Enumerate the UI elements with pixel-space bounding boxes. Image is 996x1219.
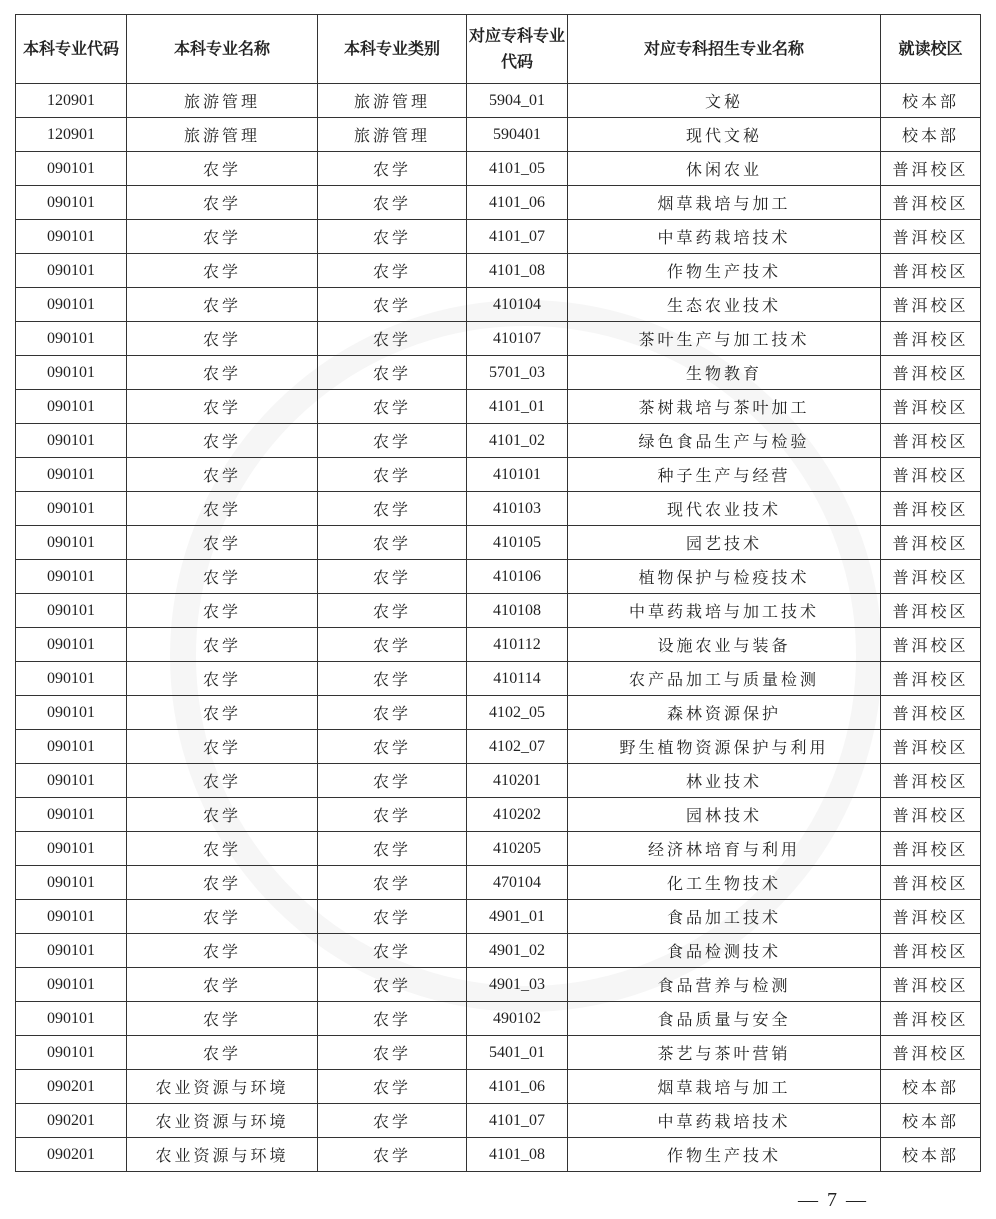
undergrad-code-cell: 090101 bbox=[16, 492, 127, 526]
campus-cell: 普洱校区 bbox=[881, 220, 981, 254]
undergrad-code-cell: 090101 bbox=[16, 900, 127, 934]
campus-cell: 普洱校区 bbox=[881, 798, 981, 832]
campus-cell: 普洱校区 bbox=[881, 152, 981, 186]
college-code-cell: 410101 bbox=[467, 458, 568, 492]
college-major-name-cell: 绿色食品生产与检验 bbox=[568, 424, 881, 458]
undergrad-category-cell: 农学 bbox=[318, 1036, 467, 1070]
college-code-cell: 4101_08 bbox=[467, 254, 568, 288]
undergrad-name-cell: 农学 bbox=[127, 288, 318, 322]
undergrad-code-cell: 090101 bbox=[16, 186, 127, 220]
undergrad-category-cell: 农学 bbox=[318, 764, 467, 798]
table-row bbox=[16, 696, 981, 730]
college-code-cell: 4101_07 bbox=[467, 220, 568, 254]
college-code-cell: 410112 bbox=[467, 628, 568, 662]
undergrad-name-cell: 农学 bbox=[127, 798, 318, 832]
college-major-name-cell: 作物生产技术 bbox=[568, 1138, 881, 1172]
undergrad-code-cell: 090101 bbox=[16, 832, 127, 866]
table-row bbox=[16, 934, 981, 968]
table-row bbox=[16, 1104, 981, 1138]
undergrad-category-cell: 农学 bbox=[318, 152, 467, 186]
campus-cell: 校本部 bbox=[881, 1138, 981, 1172]
college-code-cell: 4101_02 bbox=[467, 424, 568, 458]
undergrad-category-cell: 农学 bbox=[318, 866, 467, 900]
undergrad-name-cell: 农学 bbox=[127, 730, 318, 764]
campus-cell: 普洱校区 bbox=[881, 424, 981, 458]
college-major-name-cell: 林业技术 bbox=[568, 764, 881, 798]
header-campus: 就读校区 bbox=[881, 15, 981, 84]
undergrad-category-cell: 农学 bbox=[318, 1138, 467, 1172]
table-row bbox=[16, 152, 981, 186]
table-row bbox=[16, 458, 981, 492]
college-code-cell: 5904_01 bbox=[467, 84, 568, 118]
undergrad-category-cell: 农学 bbox=[318, 1070, 467, 1104]
table-row bbox=[16, 662, 981, 696]
college-code-cell: 4102_07 bbox=[467, 730, 568, 764]
undergrad-code-cell: 090101 bbox=[16, 934, 127, 968]
undergrad-code-cell: 090101 bbox=[16, 560, 127, 594]
campus-cell: 普洱校区 bbox=[881, 662, 981, 696]
undergrad-category-cell: 农学 bbox=[318, 424, 467, 458]
table-row bbox=[16, 322, 981, 356]
undergrad-category-cell: 农学 bbox=[318, 798, 467, 832]
undergrad-name-cell: 旅游管理 bbox=[127, 84, 318, 118]
undergrad-code-cell: 090201 bbox=[16, 1138, 127, 1172]
undergrad-category-cell: 农学 bbox=[318, 526, 467, 560]
undergrad-category-cell: 农学 bbox=[318, 832, 467, 866]
college-major-name-cell: 化工生物技术 bbox=[568, 866, 881, 900]
college-major-name-cell: 现代文秘 bbox=[568, 118, 881, 152]
undergrad-category-cell: 农学 bbox=[318, 356, 467, 390]
college-major-name-cell: 生物教育 bbox=[568, 356, 881, 390]
undergrad-category-cell: 农学 bbox=[318, 288, 467, 322]
campus-cell: 校本部 bbox=[881, 1070, 981, 1104]
undergrad-name-cell: 农学 bbox=[127, 1036, 318, 1070]
college-major-name-cell: 食品检测技术 bbox=[568, 934, 881, 968]
campus-cell: 普洱校区 bbox=[881, 764, 981, 798]
campus-cell: 普洱校区 bbox=[881, 628, 981, 662]
table-body bbox=[16, 84, 981, 1172]
page-number: — 7 — bbox=[798, 1189, 868, 1211]
undergrad-code-cell: 090101 bbox=[16, 1002, 127, 1036]
undergrad-category-cell: 农学 bbox=[318, 968, 467, 1002]
header-college-code: 对应专科专业代码 bbox=[467, 15, 568, 84]
undergrad-name-cell: 农学 bbox=[127, 628, 318, 662]
undergrad-code-cell: 090101 bbox=[16, 764, 127, 798]
undergrad-code-cell: 090101 bbox=[16, 798, 127, 832]
campus-cell: 普洱校区 bbox=[881, 730, 981, 764]
college-major-name-cell: 茶树栽培与茶叶加工 bbox=[568, 390, 881, 424]
table-row bbox=[16, 424, 981, 458]
college-code-cell: 4101_07 bbox=[467, 1104, 568, 1138]
table-row bbox=[16, 288, 981, 322]
undergrad-code-cell: 090101 bbox=[16, 458, 127, 492]
undergrad-name-cell: 农学 bbox=[127, 832, 318, 866]
campus-cell: 普洱校区 bbox=[881, 832, 981, 866]
undergrad-name-cell: 农学 bbox=[127, 934, 318, 968]
table-row bbox=[16, 390, 981, 424]
campus-cell: 校本部 bbox=[881, 118, 981, 152]
college-major-name-cell: 现代农业技术 bbox=[568, 492, 881, 526]
table-row bbox=[16, 186, 981, 220]
college-major-name-cell: 中草药栽培技术 bbox=[568, 1104, 881, 1138]
college-code-cell: 410201 bbox=[467, 764, 568, 798]
campus-cell: 普洱校区 bbox=[881, 390, 981, 424]
table-row bbox=[16, 866, 981, 900]
undergrad-code-cell: 090101 bbox=[16, 322, 127, 356]
college-major-name-cell: 休闲农业 bbox=[568, 152, 881, 186]
header-undergrad-category: 本科专业类别 bbox=[318, 15, 467, 84]
undergrad-name-cell: 农学 bbox=[127, 968, 318, 1002]
undergrad-code-cell: 090101 bbox=[16, 1036, 127, 1070]
undergrad-code-cell: 090201 bbox=[16, 1070, 127, 1104]
major-mapping-table bbox=[15, 14, 981, 1172]
undergrad-category-cell: 农学 bbox=[318, 254, 467, 288]
college-major-name-cell: 经济林培育与利用 bbox=[568, 832, 881, 866]
undergrad-code-cell: 090101 bbox=[16, 424, 127, 458]
undergrad-code-cell: 120901 bbox=[16, 84, 127, 118]
college-major-name-cell: 农产品加工与质量检测 bbox=[568, 662, 881, 696]
undergrad-category-cell: 农学 bbox=[318, 934, 467, 968]
table-row bbox=[16, 900, 981, 934]
table-header bbox=[16, 15, 981, 84]
undergrad-code-cell: 090101 bbox=[16, 594, 127, 628]
undergrad-name-cell: 农学 bbox=[127, 594, 318, 628]
college-code-cell: 4901_02 bbox=[467, 934, 568, 968]
undergrad-category-cell: 农学 bbox=[318, 390, 467, 424]
college-code-cell: 4101_06 bbox=[467, 186, 568, 220]
college-code-cell: 590401 bbox=[467, 118, 568, 152]
undergrad-code-cell: 090101 bbox=[16, 356, 127, 390]
college-code-cell: 4101_01 bbox=[467, 390, 568, 424]
undergrad-category-cell: 农学 bbox=[318, 594, 467, 628]
table-row bbox=[16, 832, 981, 866]
table-row bbox=[16, 730, 981, 764]
table-row bbox=[16, 356, 981, 390]
header-row bbox=[16, 15, 981, 84]
college-major-name-cell: 食品营养与检测 bbox=[568, 968, 881, 1002]
undergrad-code-cell: 090101 bbox=[16, 288, 127, 322]
table-row bbox=[16, 492, 981, 526]
table-row bbox=[16, 1036, 981, 1070]
college-code-cell: 4101_06 bbox=[467, 1070, 568, 1104]
table-row bbox=[16, 968, 981, 1002]
campus-cell: 普洱校区 bbox=[881, 968, 981, 1002]
college-code-cell: 4101_08 bbox=[467, 1138, 568, 1172]
campus-cell: 普洱校区 bbox=[881, 900, 981, 934]
table-row bbox=[16, 118, 981, 152]
campus-cell: 普洱校区 bbox=[881, 356, 981, 390]
campus-cell: 普洱校区 bbox=[881, 934, 981, 968]
campus-cell: 普洱校区 bbox=[881, 288, 981, 322]
undergrad-code-cell: 120901 bbox=[16, 118, 127, 152]
college-code-cell: 470104 bbox=[467, 866, 568, 900]
undergrad-code-cell: 090101 bbox=[16, 730, 127, 764]
campus-cell: 校本部 bbox=[881, 1104, 981, 1138]
college-code-cell: 410205 bbox=[467, 832, 568, 866]
college-major-name-cell: 园艺技术 bbox=[568, 526, 881, 560]
college-code-cell: 410114 bbox=[467, 662, 568, 696]
college-major-name-cell: 文秘 bbox=[568, 84, 881, 118]
college-code-cell: 4101_05 bbox=[467, 152, 568, 186]
table-row bbox=[16, 764, 981, 798]
college-major-name-cell: 生态农业技术 bbox=[568, 288, 881, 322]
campus-cell: 普洱校区 bbox=[881, 594, 981, 628]
undergrad-category-cell: 农学 bbox=[318, 1002, 467, 1036]
undergrad-category-cell: 农学 bbox=[318, 322, 467, 356]
campus-cell: 普洱校区 bbox=[881, 866, 981, 900]
undergrad-category-cell: 农学 bbox=[318, 900, 467, 934]
undergrad-code-cell: 090101 bbox=[16, 152, 127, 186]
college-major-name-cell: 中草药栽培技术 bbox=[568, 220, 881, 254]
college-code-cell: 410107 bbox=[467, 322, 568, 356]
college-code-cell: 4901_01 bbox=[467, 900, 568, 934]
undergrad-name-cell: 农学 bbox=[127, 220, 318, 254]
table-row bbox=[16, 84, 981, 118]
undergrad-category-cell: 农学 bbox=[318, 730, 467, 764]
undergrad-category-cell: 农学 bbox=[318, 186, 467, 220]
college-code-cell: 410106 bbox=[467, 560, 568, 594]
college-major-name-cell: 作物生产技术 bbox=[568, 254, 881, 288]
undergrad-name-cell: 农学 bbox=[127, 356, 318, 390]
undergrad-category-cell: 农学 bbox=[318, 492, 467, 526]
undergrad-category-cell: 农学 bbox=[318, 220, 467, 254]
undergrad-name-cell: 农学 bbox=[127, 458, 318, 492]
college-code-cell: 5401_01 bbox=[467, 1036, 568, 1070]
undergrad-category-cell: 旅游管理 bbox=[318, 84, 467, 118]
undergrad-category-cell: 农学 bbox=[318, 560, 467, 594]
college-major-name-cell: 食品质量与安全 bbox=[568, 1002, 881, 1036]
undergrad-name-cell: 农学 bbox=[127, 424, 318, 458]
undergrad-category-cell: 农学 bbox=[318, 696, 467, 730]
undergrad-name-cell: 农学 bbox=[127, 662, 318, 696]
undergrad-code-cell: 090101 bbox=[16, 968, 127, 1002]
header-undergrad-name: 本科专业名称 bbox=[127, 15, 318, 84]
campus-cell: 普洱校区 bbox=[881, 560, 981, 594]
undergrad-name-cell: 农学 bbox=[127, 322, 318, 356]
undergrad-code-cell: 090101 bbox=[16, 628, 127, 662]
college-major-name-cell: 种子生产与经营 bbox=[568, 458, 881, 492]
college-major-name-cell: 植物保护与检疫技术 bbox=[568, 560, 881, 594]
campus-cell: 普洱校区 bbox=[881, 186, 981, 220]
undergrad-code-cell: 090101 bbox=[16, 254, 127, 288]
undergrad-name-cell: 农业资源与环境 bbox=[127, 1104, 318, 1138]
undergrad-category-cell: 农学 bbox=[318, 1104, 467, 1138]
college-major-name-cell: 烟草栽培与加工 bbox=[568, 186, 881, 220]
college-major-name-cell: 烟草栽培与加工 bbox=[568, 1070, 881, 1104]
table-row bbox=[16, 560, 981, 594]
undergrad-name-cell: 农学 bbox=[127, 866, 318, 900]
table-row bbox=[16, 220, 981, 254]
college-major-name-cell: 食品加工技术 bbox=[568, 900, 881, 934]
undergrad-code-cell: 090101 bbox=[16, 220, 127, 254]
undergrad-code-cell: 090101 bbox=[16, 866, 127, 900]
college-major-name-cell: 野生植物资源保护与利用 bbox=[568, 730, 881, 764]
undergrad-name-cell: 旅游管理 bbox=[127, 118, 318, 152]
undergrad-name-cell: 农学 bbox=[127, 900, 318, 934]
undergrad-code-cell: 090101 bbox=[16, 526, 127, 560]
undergrad-name-cell: 农学 bbox=[127, 152, 318, 186]
college-code-cell: 410103 bbox=[467, 492, 568, 526]
undergrad-name-cell: 农学 bbox=[127, 1002, 318, 1036]
table-row bbox=[16, 1138, 981, 1172]
college-code-cell: 5701_03 bbox=[467, 356, 568, 390]
undergrad-name-cell: 农业资源与环境 bbox=[127, 1070, 318, 1104]
college-major-name-cell: 园林技术 bbox=[568, 798, 881, 832]
undergrad-category-cell: 农学 bbox=[318, 458, 467, 492]
undergrad-name-cell: 农学 bbox=[127, 560, 318, 594]
undergrad-name-cell: 农学 bbox=[127, 696, 318, 730]
college-major-name-cell: 森林资源保护 bbox=[568, 696, 881, 730]
table-row bbox=[16, 1070, 981, 1104]
college-major-name-cell: 茶艺与茶叶营销 bbox=[568, 1036, 881, 1070]
table-row bbox=[16, 254, 981, 288]
table-row bbox=[16, 628, 981, 662]
college-code-cell: 410105 bbox=[467, 526, 568, 560]
undergrad-category-cell: 旅游管理 bbox=[318, 118, 467, 152]
campus-cell: 普洱校区 bbox=[881, 696, 981, 730]
campus-cell: 普洱校区 bbox=[881, 1036, 981, 1070]
undergrad-code-cell: 090101 bbox=[16, 662, 127, 696]
table-row bbox=[16, 594, 981, 628]
college-major-name-cell: 茶叶生产与加工技术 bbox=[568, 322, 881, 356]
undergrad-name-cell: 农学 bbox=[127, 390, 318, 424]
college-code-cell: 410104 bbox=[467, 288, 568, 322]
campus-cell: 校本部 bbox=[881, 84, 981, 118]
campus-cell: 普洱校区 bbox=[881, 526, 981, 560]
campus-cell: 普洱校区 bbox=[881, 492, 981, 526]
college-code-cell: 4901_03 bbox=[467, 968, 568, 1002]
undergrad-code-cell: 090101 bbox=[16, 696, 127, 730]
undergrad-name-cell: 农学 bbox=[127, 764, 318, 798]
undergrad-name-cell: 农学 bbox=[127, 254, 318, 288]
college-code-cell: 410108 bbox=[467, 594, 568, 628]
campus-cell: 普洱校区 bbox=[881, 322, 981, 356]
header-college-major-name: 对应专科招生专业名称 bbox=[568, 15, 881, 84]
college-major-name-cell: 设施农业与装备 bbox=[568, 628, 881, 662]
table-row bbox=[16, 1002, 981, 1036]
table-row bbox=[16, 798, 981, 832]
undergrad-name-cell: 农学 bbox=[127, 186, 318, 220]
undergrad-code-cell: 090101 bbox=[16, 390, 127, 424]
college-code-cell: 490102 bbox=[467, 1002, 568, 1036]
campus-cell: 普洱校区 bbox=[881, 458, 981, 492]
undergrad-name-cell: 农业资源与环境 bbox=[127, 1138, 318, 1172]
undergrad-code-cell: 090201 bbox=[16, 1104, 127, 1138]
undergrad-name-cell: 农学 bbox=[127, 492, 318, 526]
campus-cell: 普洱校区 bbox=[881, 254, 981, 288]
college-major-name-cell: 中草药栽培与加工技术 bbox=[568, 594, 881, 628]
campus-cell: 普洱校区 bbox=[881, 1002, 981, 1036]
college-code-cell: 4102_05 bbox=[467, 696, 568, 730]
header-undergrad-code: 本科专业代码 bbox=[16, 15, 127, 84]
undergrad-name-cell: 农学 bbox=[127, 526, 318, 560]
college-code-cell: 410202 bbox=[467, 798, 568, 832]
table-row bbox=[16, 526, 981, 560]
undergrad-category-cell: 农学 bbox=[318, 628, 467, 662]
undergrad-category-cell: 农学 bbox=[318, 662, 467, 696]
